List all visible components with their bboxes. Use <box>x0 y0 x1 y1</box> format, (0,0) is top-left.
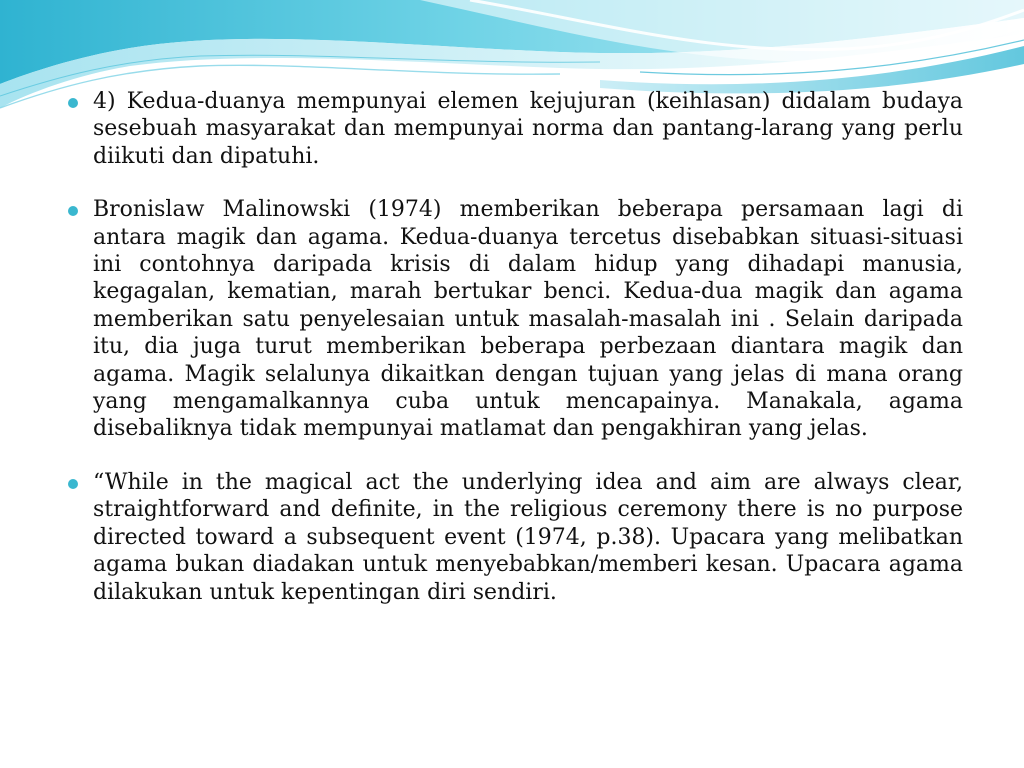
bullet-text: “While in the magical act the underlying idea and aim are always clear, straightforward and definite, in the religious ceremony there is no purpose directed toward a subsequent event (1974, p.38). Upacara yang melibatkan agama bukan diadakan untuk menyebabkan/memberi kesan. Upacara agama dilakukan untuk kepentingan diri sendiri. <box>93 469 963 605</box>
bullet-text: 4) Kedua-duanya mempunyai elemen kejujuran (keihlasan) didalam budaya sesebuah masyarakat dan mempunyai norma dan pantang-larang yang perlu diikuti dan dipatuhi. <box>93 89 963 169</box>
bullet-item <box>60 196 963 443</box>
round-bullet-icon <box>68 479 78 489</box>
round-bullet-icon <box>68 98 78 108</box>
round-bullet-icon <box>68 206 78 216</box>
bullet-text: Bronislaw Malinowski (1974) memberikan beberapa persamaan lagi di antara magik dan agama. Kedua-duanya tercetus disebabkan situasi-situasi ini contohnya daripada krisis di dalam hidup yang dihadapi manusia, kegagalan, kematian, marah bertukar benci. Kedua-dua magik dan agama memberikan satu penyelesaian untuk masalah-masalah ini . Selain daripada itu, dia juga turut memberikan beberapa perbezaan diantara magik dan agama. Magik selalunya dikaitkan dengan tujuan yang jelas di mana orang yang mengamalkannya cuba untuk mencapainya. Manakala, agama disebaliknya tidak mempunyai matlamat dan pengakhiran yang jelas. <box>93 197 963 442</box>
bullet-item <box>60 88 963 170</box>
bullet-list <box>60 88 963 632</box>
bullet-item <box>60 469 963 606</box>
